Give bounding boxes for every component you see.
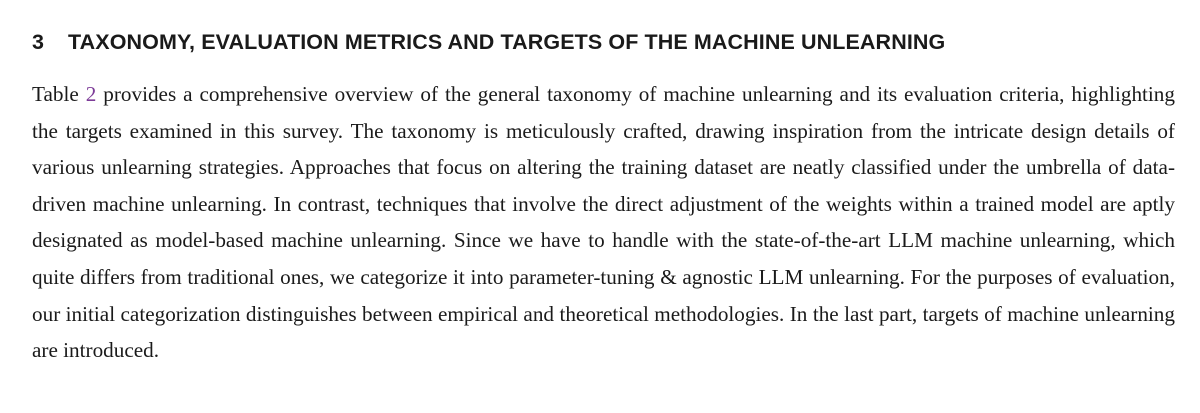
page-content xyxy=(32,22,1175,369)
table-reference-link[interactable]: 2 xyxy=(85,82,97,106)
paragraph-text: provides a comprehensive overview of the general taxonomy of machine unlearning and its evaluation criteria, highlighting the targets examined in this survey. The taxonomy is meticulously crafted, drawing inspiration from the intricate design details of various unlearning strategies. Approaches that focus on altering the training dataset are neatly classified under the umbrella of data-driven machine unlearning. In contrast, techniques that involve the direct adjustment of the weights within a trained model are aptly designated as model-based machine unlearning. Since we have to handle with the state-of-the-art LLM machine unlearning, which quite differs from traditional ones, we categorize it into parameter-tuning & agnostic LLM unlearning. For the purposes of evaluation, our initial categorization distinguishes between empirical and theoretical methodologies. In the last part, targets of machine unlearning are introduced. xyxy=(32,82,1175,363)
section-heading xyxy=(32,22,1175,62)
body-paragraph xyxy=(32,76,1175,369)
section-title: TAXONOMY, EVALUATION METRICS AND TARGETS OF THE MACHINE UNLEARNING xyxy=(68,30,946,54)
section-number: 3 xyxy=(32,30,45,54)
paragraph-lead: Table xyxy=(32,82,79,106)
